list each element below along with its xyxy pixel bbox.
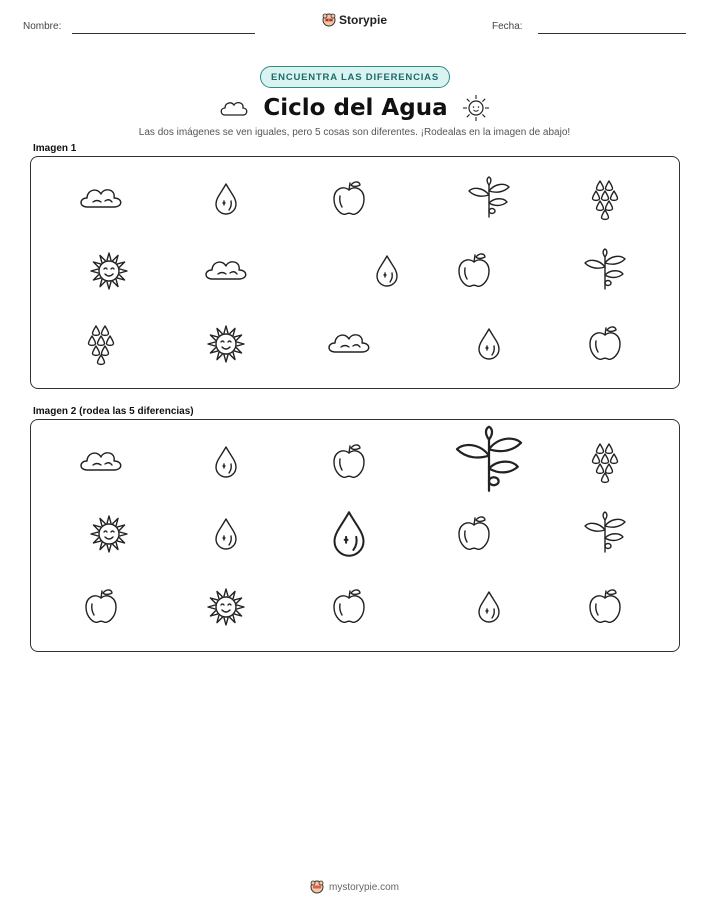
cloud-icon — [206, 262, 246, 279]
instructions: Las dos imágenes se ven iguales, pero 5 cosas son diferentes. ¡Rodealas en la imagen de abajo! — [138, 127, 571, 138]
sun-icon — [462, 94, 490, 122]
apple-icon — [590, 327, 620, 359]
footer — [0, 880, 709, 894]
title-row — [0, 92, 709, 124]
cloud-icon[interactable] — [81, 453, 121, 470]
cloud-icon — [329, 335, 369, 352]
date-label: Fecha: — [492, 21, 523, 32]
image2-panel[interactable] — [30, 419, 680, 652]
image2-grid[interactable] — [31, 420, 681, 653]
name-field[interactable] — [72, 33, 255, 34]
rain-icon — [89, 326, 114, 364]
sun-icon[interactable] — [208, 589, 244, 625]
apple-icon[interactable] — [590, 590, 620, 622]
image1-panel — [30, 156, 680, 389]
brand-name: Storypie — [339, 13, 388, 27]
page-title: Ciclo del Agua — [263, 95, 448, 121]
droplet-icon[interactable] — [216, 447, 236, 477]
sun-icon — [91, 253, 127, 289]
apple-icon — [334, 182, 364, 214]
plant-icon[interactable] — [585, 512, 625, 552]
worksheet-header — [0, 0, 709, 40]
apple-icon[interactable] — [334, 445, 364, 477]
droplet-icon — [216, 184, 236, 214]
droplet-icon — [479, 329, 499, 359]
sun-icon[interactable] — [91, 516, 127, 552]
plant-icon — [469, 177, 509, 217]
storypie-logo-icon — [310, 880, 324, 894]
name-label: Nombre: — [23, 21, 62, 32]
brand-logo — [322, 13, 387, 27]
plant-icon[interactable] — [457, 427, 521, 491]
apple-icon[interactable] — [334, 590, 364, 622]
cloud-icon — [219, 97, 249, 119]
footer-url: mystorypie.com — [328, 881, 399, 893]
sun-icon — [208, 326, 244, 362]
droplet-icon[interactable] — [479, 592, 499, 622]
rain-icon — [593, 181, 618, 219]
droplet-icon[interactable] — [216, 519, 236, 549]
image1-grid — [31, 157, 681, 390]
apple-icon — [459, 254, 489, 286]
storypie-logo-icon — [322, 13, 336, 27]
plant-icon — [585, 249, 625, 289]
droplet-icon[interactable] — [335, 512, 364, 556]
cloud-icon — [81, 190, 121, 207]
date-field[interactable] — [538, 33, 686, 34]
apple-icon[interactable] — [86, 590, 116, 622]
image2-label: Imagen 2 (rodea las 5 diferencias) — [33, 406, 194, 417]
droplet-icon — [377, 256, 397, 286]
rain-icon[interactable] — [593, 444, 618, 482]
image1-label: Imagen 1 — [33, 143, 77, 154]
apple-icon[interactable] — [459, 517, 489, 549]
activity-badge: ENCUENTRA LAS DIFERENCIAS — [260, 66, 450, 88]
